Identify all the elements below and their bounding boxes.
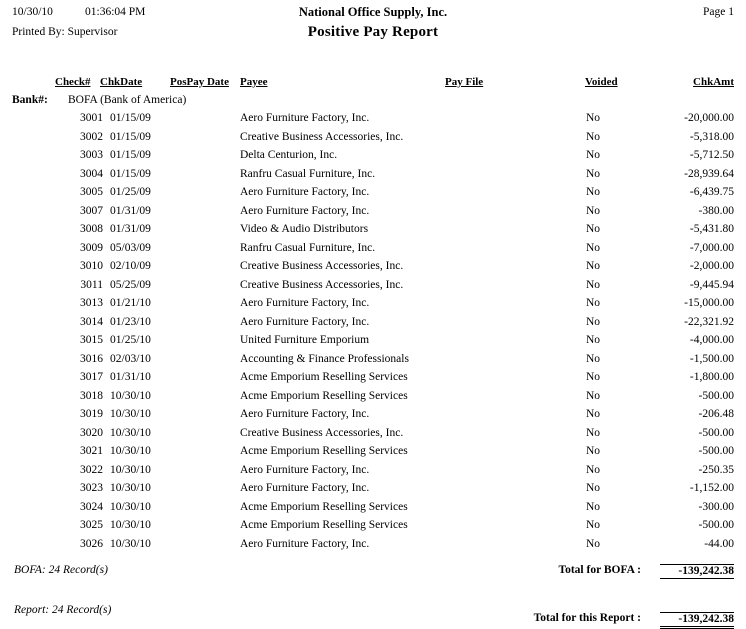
row-check-number: 3008 — [80, 223, 103, 235]
row-check-date: 10/30/10 — [110, 463, 151, 476]
row-check-date: 10/30/10 — [110, 426, 151, 439]
row-check-amount: -1,800.00 — [689, 371, 734, 383]
row-voided: No — [586, 186, 601, 198]
row-check-date: 10/30/10 — [110, 519, 151, 531]
row-payee: Creative Business Accessories, Inc. — [240, 130, 404, 143]
row-voided: No — [586, 130, 601, 143]
column-header-row — [0, 76, 746, 94]
column-header-check: Check# — [55, 76, 91, 88]
row-check-amount: -7,000.00 — [689, 241, 734, 254]
row-payee: Acme Emporium Reselling Services — [240, 519, 408, 531]
report-time: 01:36:04 PM — [85, 6, 146, 18]
row-voided: No — [586, 500, 601, 513]
row-check-number: 3018 — [80, 389, 103, 402]
table-row — [0, 538, 746, 557]
row-check-number: 3015 — [80, 334, 103, 346]
table-row — [0, 371, 746, 390]
row-check-date: 01/31/09 — [110, 204, 151, 217]
row-check-date: 10/30/10 — [110, 482, 151, 494]
row-check-date: 02/10/09 — [110, 260, 151, 272]
row-check-amount: -5,712.50 — [689, 149, 734, 161]
row-payee: Acme Emporium Reselling Services — [240, 371, 408, 383]
row-check-number: 3004 — [80, 167, 103, 180]
column-header-voided: Voided — [585, 76, 618, 88]
row-check-amount: -6,439.75 — [689, 186, 734, 198]
row-check-amount: -15,000.00 — [684, 297, 734, 309]
report-header — [0, 0, 746, 58]
row-voided: No — [586, 482, 601, 494]
bank-name: BOFA (Bank of America) — [68, 94, 187, 106]
page-title: Positive Pay Report — [307, 24, 439, 40]
row-check-date: 01/31/09 — [110, 223, 151, 235]
row-check-number: 3025 — [80, 519, 103, 531]
row-voided: No — [586, 149, 601, 161]
row-check-amount: -1,152.00 — [689, 482, 734, 494]
row-payee: Accounting & Finance Professionals — [240, 352, 409, 365]
row-voided: No — [586, 223, 601, 235]
row-check-amount: -250.35 — [698, 463, 734, 476]
bank-total-value: -139,242.38 — [660, 564, 734, 579]
row-payee: Delta Centurion, Inc. — [240, 149, 338, 161]
row-check-amount: -500.00 — [698, 426, 734, 439]
row-payee: Aero Furniture Factory, Inc. — [240, 463, 370, 476]
row-voided: No — [586, 297, 601, 309]
bank-label: Bank#: — [12, 94, 48, 106]
report-date: 10/30/10 — [12, 6, 53, 18]
table-row — [0, 131, 746, 150]
row-check-date: 10/30/10 — [110, 445, 151, 457]
row-check-number: 3019 — [80, 408, 103, 420]
table-row — [0, 316, 746, 335]
row-voided: No — [586, 463, 601, 476]
row-check-date: 01/23/10 — [110, 315, 151, 328]
row-check-amount: -2,000.00 — [689, 260, 734, 272]
table-row — [0, 390, 746, 409]
row-payee: Aero Furniture Factory, Inc. — [240, 297, 370, 309]
table-row — [0, 427, 746, 446]
row-voided: No — [586, 204, 601, 217]
row-payee: Aero Furniture Factory, Inc. — [240, 482, 370, 494]
table-row — [0, 205, 746, 224]
row-check-number: 3014 — [80, 315, 103, 328]
bank-total-label: Total for BOFA : — [558, 564, 641, 576]
row-check-number: 3003 — [80, 149, 103, 161]
row-check-amount: -9,445.94 — [689, 278, 734, 291]
row-voided: No — [586, 389, 601, 402]
bank-group-header — [0, 94, 746, 110]
row-check-amount: -28,939.64 — [684, 167, 734, 180]
table-row — [0, 334, 746, 353]
row-voided: No — [586, 112, 601, 124]
row-check-date: 02/03/10 — [110, 352, 151, 365]
report-total-row — [0, 604, 746, 628]
row-check-number: 3001 — [80, 112, 103, 124]
row-voided: No — [586, 537, 601, 550]
report-record-count: Report: 24 Record(s) — [14, 604, 112, 616]
row-check-number: 3011 — [80, 278, 103, 291]
row-payee: United Furniture Emporium — [240, 334, 370, 346]
row-check-number: 3002 — [80, 130, 103, 143]
bank-total-row — [0, 564, 746, 586]
table-row — [0, 445, 746, 464]
row-payee: Creative Business Accessories, Inc. — [240, 260, 404, 272]
table-row — [0, 242, 746, 261]
row-payee: Acme Emporium Reselling Services — [240, 500, 408, 513]
row-voided: No — [586, 315, 601, 328]
table-row — [0, 353, 746, 372]
report-rows — [0, 112, 746, 556]
table-row — [0, 112, 746, 131]
row-check-amount: -500.00 — [698, 519, 734, 531]
table-row — [0, 464, 746, 483]
report-total-value: -139,242.38 — [660, 612, 734, 629]
row-check-amount: -380.00 — [698, 204, 734, 217]
row-check-date: 05/03/09 — [110, 241, 151, 254]
row-check-date: 01/15/09 — [110, 130, 151, 143]
table-row — [0, 186, 746, 205]
row-check-amount: -5,431.80 — [689, 223, 734, 235]
row-check-date: 01/15/09 — [110, 167, 151, 180]
row-check-amount: -206.48 — [698, 408, 734, 420]
row-check-amount: -4,000.00 — [689, 334, 734, 346]
row-voided: No — [586, 278, 601, 291]
row-payee: Aero Furniture Factory, Inc. — [240, 204, 370, 217]
row-check-amount: -20,000.00 — [684, 112, 734, 124]
row-check-number: 3005 — [80, 186, 103, 198]
row-check-date: 01/25/09 — [110, 186, 151, 198]
row-voided: No — [586, 408, 601, 420]
row-check-number: 3026 — [80, 537, 103, 550]
column-header-amount: ChkAmt — [693, 76, 734, 88]
row-check-number: 3023 — [80, 482, 103, 494]
row-check-number: 3007 — [80, 204, 103, 217]
table-row — [0, 223, 746, 242]
row-check-amount: -44.00 — [704, 537, 734, 550]
row-payee: Aero Furniture Factory, Inc. — [240, 408, 370, 420]
column-header-chkdate: ChkDate — [100, 76, 143, 88]
table-row — [0, 149, 746, 168]
row-check-number: 3016 — [80, 352, 103, 365]
row-check-amount: -1,500.00 — [689, 352, 734, 365]
row-voided: No — [586, 519, 601, 531]
row-check-date: 10/30/10 — [110, 408, 151, 420]
row-payee: Aero Furniture Factory, Inc. — [240, 537, 370, 550]
bank-record-count: BOFA: 24 Record(s) — [14, 564, 108, 576]
row-payee: Acme Emporium Reselling Services — [240, 389, 408, 402]
row-voided: No — [586, 371, 601, 383]
row-check-date: 01/21/10 — [110, 297, 151, 309]
table-row — [0, 260, 746, 279]
row-payee: Ranfru Casual Furniture, Inc. — [240, 241, 376, 254]
row-check-date: 01/25/10 — [110, 334, 151, 346]
column-header-payee: Payee — [240, 76, 268, 88]
row-voided: No — [586, 334, 601, 346]
row-check-date: 01/31/10 — [110, 371, 151, 383]
row-voided: No — [586, 241, 601, 254]
row-check-date: 10/30/10 — [110, 537, 151, 550]
row-check-date: 10/30/10 — [110, 389, 151, 402]
row-payee: Creative Business Accessories, Inc. — [240, 426, 404, 439]
row-payee: Creative Business Accessories, Inc. — [240, 278, 404, 291]
row-check-number: 3010 — [80, 260, 103, 272]
column-header-pospay: PosPay Date — [170, 76, 229, 88]
table-row — [0, 519, 746, 538]
row-payee: Aero Furniture Factory, Inc. — [240, 315, 370, 328]
table-row — [0, 408, 746, 427]
row-check-amount: -22,321.92 — [684, 315, 734, 328]
table-row — [0, 168, 746, 187]
row-check-number: 3022 — [80, 463, 103, 476]
row-payee: Video & Audio Distributors — [240, 223, 369, 235]
row-check-amount: -500.00 — [698, 389, 734, 402]
company-name: National Office Supply, Inc. — [298, 5, 448, 19]
column-header-payfile: Pay File — [445, 76, 484, 88]
table-row — [0, 482, 746, 501]
row-check-date: 05/25/09 — [110, 278, 151, 291]
row-payee: Acme Emporium Reselling Services — [240, 445, 408, 457]
row-check-number: 3013 — [80, 297, 103, 309]
row-check-number: 3009 — [80, 241, 103, 254]
row-check-amount: -300.00 — [698, 500, 734, 513]
row-check-number: 3020 — [80, 426, 103, 439]
table-row — [0, 297, 746, 316]
printed-by: Printed By: Supervisor — [12, 26, 118, 38]
report-total-label: Total for this Report : — [533, 612, 641, 624]
row-voided: No — [586, 167, 601, 180]
row-check-number: 3021 — [80, 445, 103, 457]
row-voided: No — [586, 445, 601, 457]
row-voided: No — [586, 426, 601, 439]
row-payee: Aero Furniture Factory, Inc. — [240, 186, 370, 198]
table-row — [0, 279, 746, 298]
row-payee: Ranfru Casual Furniture, Inc. — [240, 167, 376, 180]
table-row — [0, 501, 746, 520]
row-check-date: 01/15/09 — [110, 149, 151, 161]
row-check-number: 3017 — [80, 371, 103, 383]
row-check-date: 01/15/09 — [110, 112, 151, 124]
row-voided: No — [586, 352, 601, 365]
row-check-number: 3024 — [80, 500, 103, 513]
row-voided: No — [586, 260, 601, 272]
page-number: Page 1 — [703, 6, 734, 18]
row-check-amount: -500.00 — [698, 445, 734, 457]
row-check-amount: -5,318.00 — [689, 130, 734, 143]
row-check-date: 10/30/10 — [110, 500, 151, 513]
row-payee: Aero Furniture Factory, Inc. — [240, 112, 370, 124]
